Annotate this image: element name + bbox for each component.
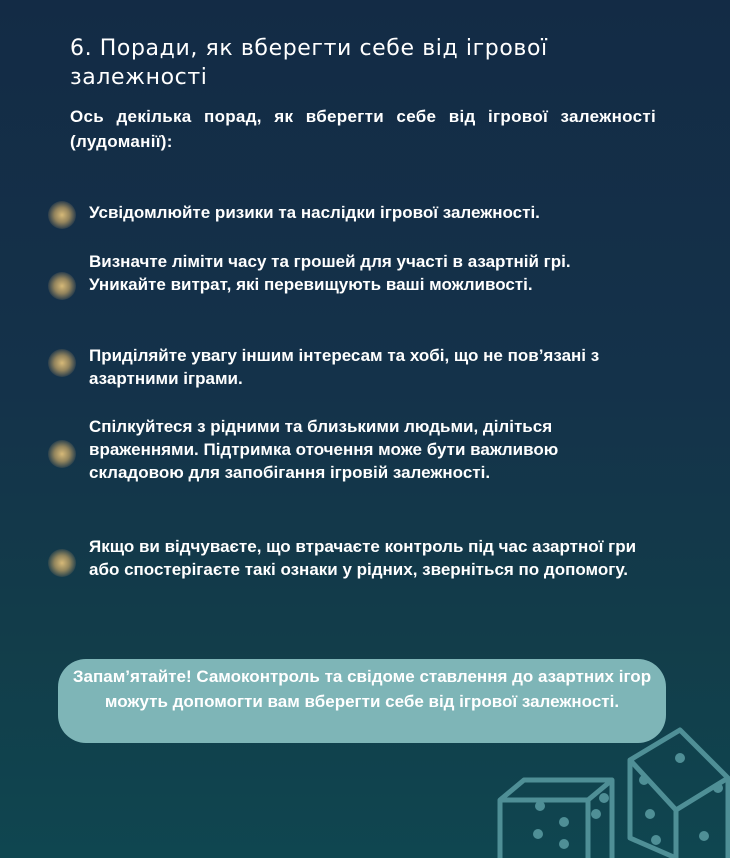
tip-text: Усвідомлюйте ризики та наслідки ігрової залежності. bbox=[89, 203, 540, 222]
tip-text: Якщо ви відчуваєте, що втрачаєте контроль під час азартної гри або спостерігаєте такі ознаки у рідних, зверніться по допомогу. bbox=[89, 537, 637, 579]
page-title: 6. Поради, як вберегти себе від ігрової залежності bbox=[70, 36, 548, 90]
tip-text: Приділяйте увагу іншим інтересам та хобі, що не пов’язані з азартними іграми. bbox=[89, 346, 600, 388]
bullet-dot-icon bbox=[48, 349, 76, 377]
tip-text: Визначте ліміти часу та грошей для участі в азартній грі. Уникайте витрат, які перевищують ваші можливості. bbox=[89, 252, 571, 294]
bullet-dot-icon bbox=[48, 440, 76, 468]
bullet-dot-icon bbox=[48, 272, 76, 300]
bullet-dot-icon bbox=[48, 549, 76, 577]
intro-text: Ось декілька порад, як вберегти себе від ігрової залежності (лудоманії): bbox=[70, 107, 656, 151]
tip-text: Спілкуйтеся з рідними та близькими людьми, діліться враженнями. Підтримка оточення може бути важливою складовою для запобігання ігровій залежності. bbox=[89, 417, 559, 482]
reminder-text: Запам’ятайте! Самоконтроль та свідоме ставлення до азартних ігор можуть допомогти вам вберегти себе від ігрової залежності. bbox=[72, 667, 652, 711]
dice-icon bbox=[480, 718, 730, 858]
bullet-dot-icon bbox=[48, 201, 76, 229]
